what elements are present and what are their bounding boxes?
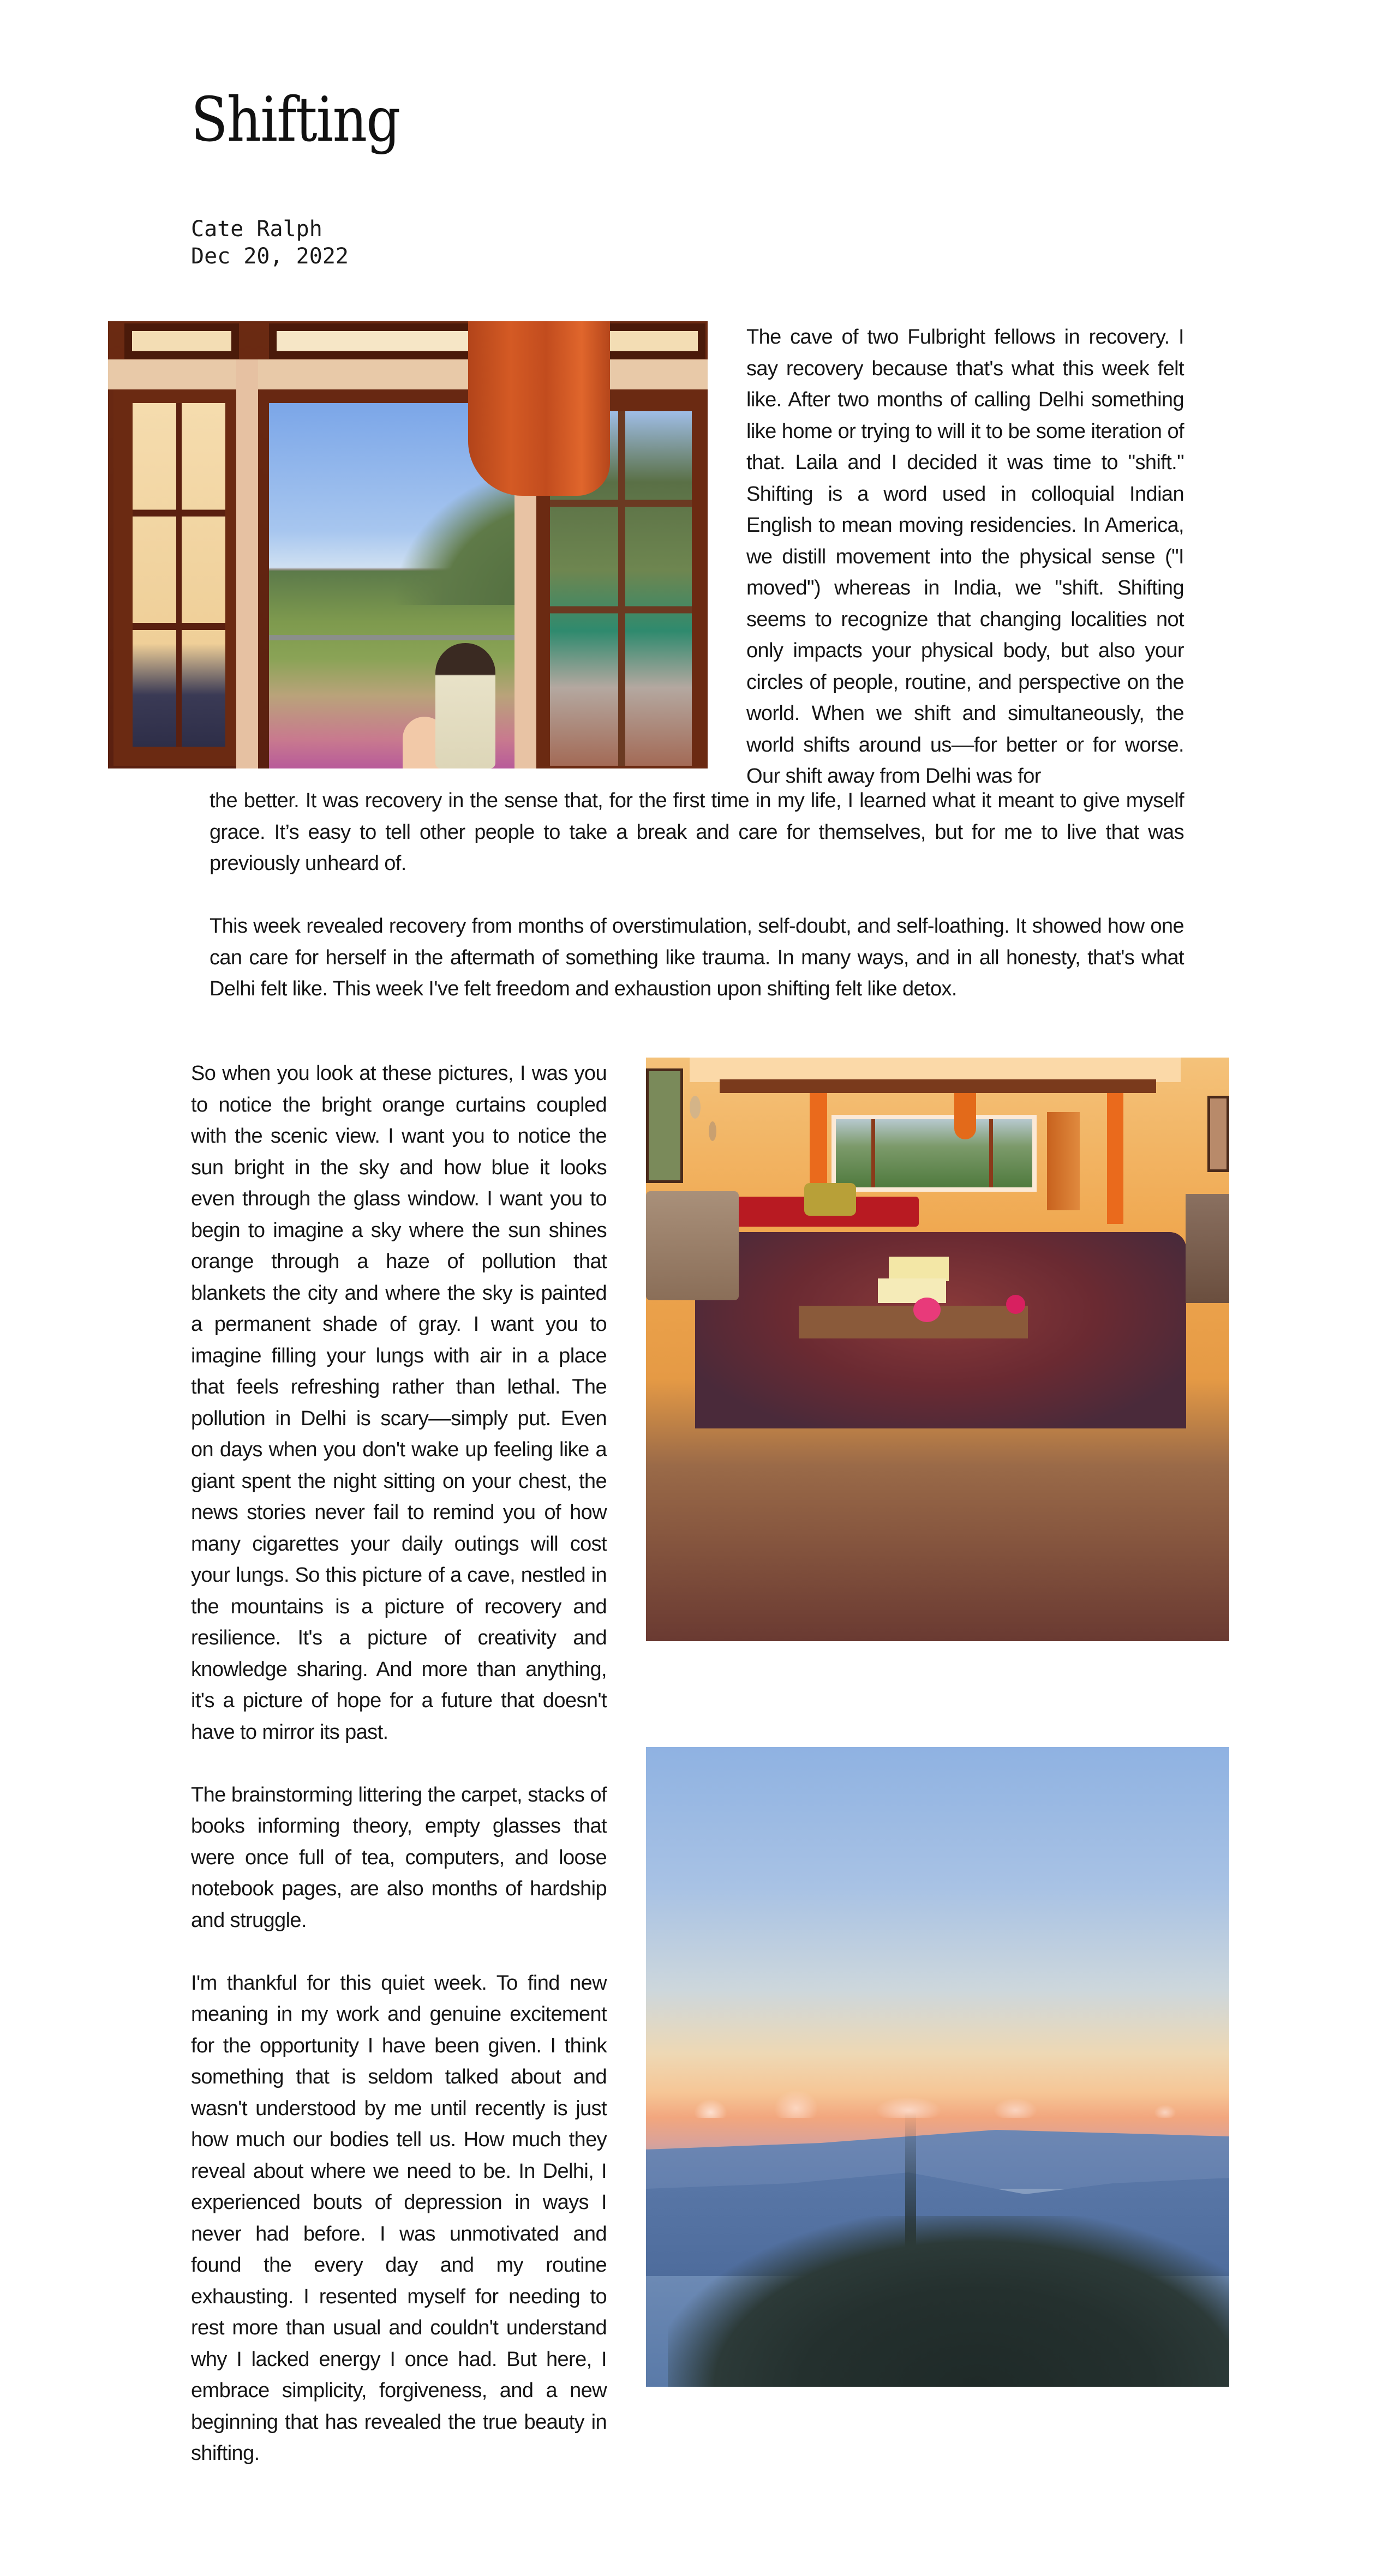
photo-armchair xyxy=(1186,1194,1229,1303)
photo-orange-curtain xyxy=(468,321,610,496)
paragraph-1-continued: the better. It was recovery in the sense that, for the first time in my life, I learned what it meant to give myself grace. It’s easy to tell other people to take a break and care for themselves, but for me to live that was previously unheard of. xyxy=(210,789,1184,875)
paragraph-1-intro: The cave of two Fulbright fellows in recovery. I say recovery because that's what this week felt like. After two months of calling Delhi something like home or trying to will it to be some iteration of that. Laila and I decided it was time to "shift." Shifting is a word used in colloquial Indian English to mean moving residencies. In America, we distill movement into the physical sense ("I moved") whereas in India, we "shift. Shifting seems to recognize that changing localities not only impacts your physical body, but also your circles of people, routine, and perspective on the world. When we shift and simultaneously, the world shifts around us––for better or for worse. Our shift away from Delhi was for xyxy=(746,326,1184,788)
photo-curtain-middle xyxy=(954,1093,976,1139)
sunset-mountains-photo xyxy=(646,1747,1229,2387)
paragraph-4: The brainstorming littering the carpet, stacks of books informing theory, empty glasses that were once full of tea, computers, and loose notebook pages, are also months of hardship and struggle. xyxy=(191,1783,607,1932)
photo-beam xyxy=(108,359,708,389)
photo-curtain-right xyxy=(1107,1093,1123,1224)
photo-person xyxy=(435,643,495,768)
photo-yarn-ball xyxy=(1006,1295,1025,1314)
window-view-photo xyxy=(108,321,708,768)
photo-blanket xyxy=(804,1183,856,1216)
photo-sticky-notes xyxy=(878,1278,946,1303)
photo-yarn-ball xyxy=(913,1298,941,1322)
photo-open-door xyxy=(1047,1112,1080,1210)
left-text-column xyxy=(191,1058,607,2501)
article-meta xyxy=(191,215,349,270)
publish-date: Dec 20, 2022 xyxy=(191,244,349,269)
photo-wood-beam xyxy=(720,1079,1156,1093)
photo-window-post xyxy=(236,359,258,768)
photo-snow-peaks xyxy=(668,2091,1202,2118)
author-name: Cate Ralph xyxy=(191,217,322,242)
paragraph-5: I'm thankful for this quiet week. To find new meaning in my work and genuine excitement for the opportunity I have been given. I think something that is seldom talked about and wasn't understood by me until recently is just how much our bodies tell us. How much they reveal about where we need to be. In Delhi, I experienced bouts of depression in ways I never had before. I was unmotivated and found the every day and my routine exhausting. I resented myself for needing to rest more than usual and couldn't understand why I lacked energy I once had. But here, I embrace simplicity, forgiveness, and a new beginning that has revealed the true beauty in shifting. xyxy=(191,1971,607,2465)
paragraph-2: This week revealed recovery from months of overstimulation, self-doubt, and self-loathing. It showed how one can care for herself in the aftermath of something like trauma. In many ways, and in all honesty, that's what Delhi felt like. This week I've felt freedom and exhaustion upon shifting felt like detox. xyxy=(210,915,1184,1000)
photo-left-window-glass xyxy=(133,403,225,747)
photo-transom-pane xyxy=(124,323,239,359)
photo-sticky-notes xyxy=(889,1257,949,1281)
photo-decorative-plate xyxy=(690,1096,701,1119)
photo-tree-silhouette xyxy=(668,2216,1229,2387)
living-room-photo xyxy=(646,1058,1229,1641)
photo-transom-pane xyxy=(269,323,476,359)
photo-wall-painting-left xyxy=(646,1068,683,1183)
photo-transom-pane xyxy=(599,323,705,359)
photo-ceiling xyxy=(690,1058,1181,1082)
photo-decorative-plate xyxy=(709,1121,716,1141)
article-title: Shifting xyxy=(191,85,400,155)
photo-sofa xyxy=(646,1191,739,1300)
photo-wall-painting-right xyxy=(1207,1096,1229,1172)
photo-room-window xyxy=(831,1115,1037,1192)
photo-balcony-rail xyxy=(269,635,514,640)
paragraph-3: So when you look at these pictures, I was you to notice the bright orange curtains coupled with the scenic view. I want you to notice the sun bright in the sky and how blue it looks even through the glass window. I want you to begin to imagine a sky where the sun shines orange through a haze of pollution that blankets the city and where the sky is painted a permanent shade of gray. I want you to imagine filling your lungs with air in a place that feels refreshing rather than lethal. The pollution in Delhi is scary––simply put. Even on days when you don't wake up feeling like a giant spent the night sitting on your chest, the news stories never fail to remind you of how many cigarettes your daily outings will cost your lungs. So this picture of a cave, nestled in the mountains is a picture of recovery and resilience. It's a picture of creativity and knowledge sharing. And more than anything, it's a picture of hope for a future that doesn't have to mirror its past. xyxy=(191,1062,607,1744)
